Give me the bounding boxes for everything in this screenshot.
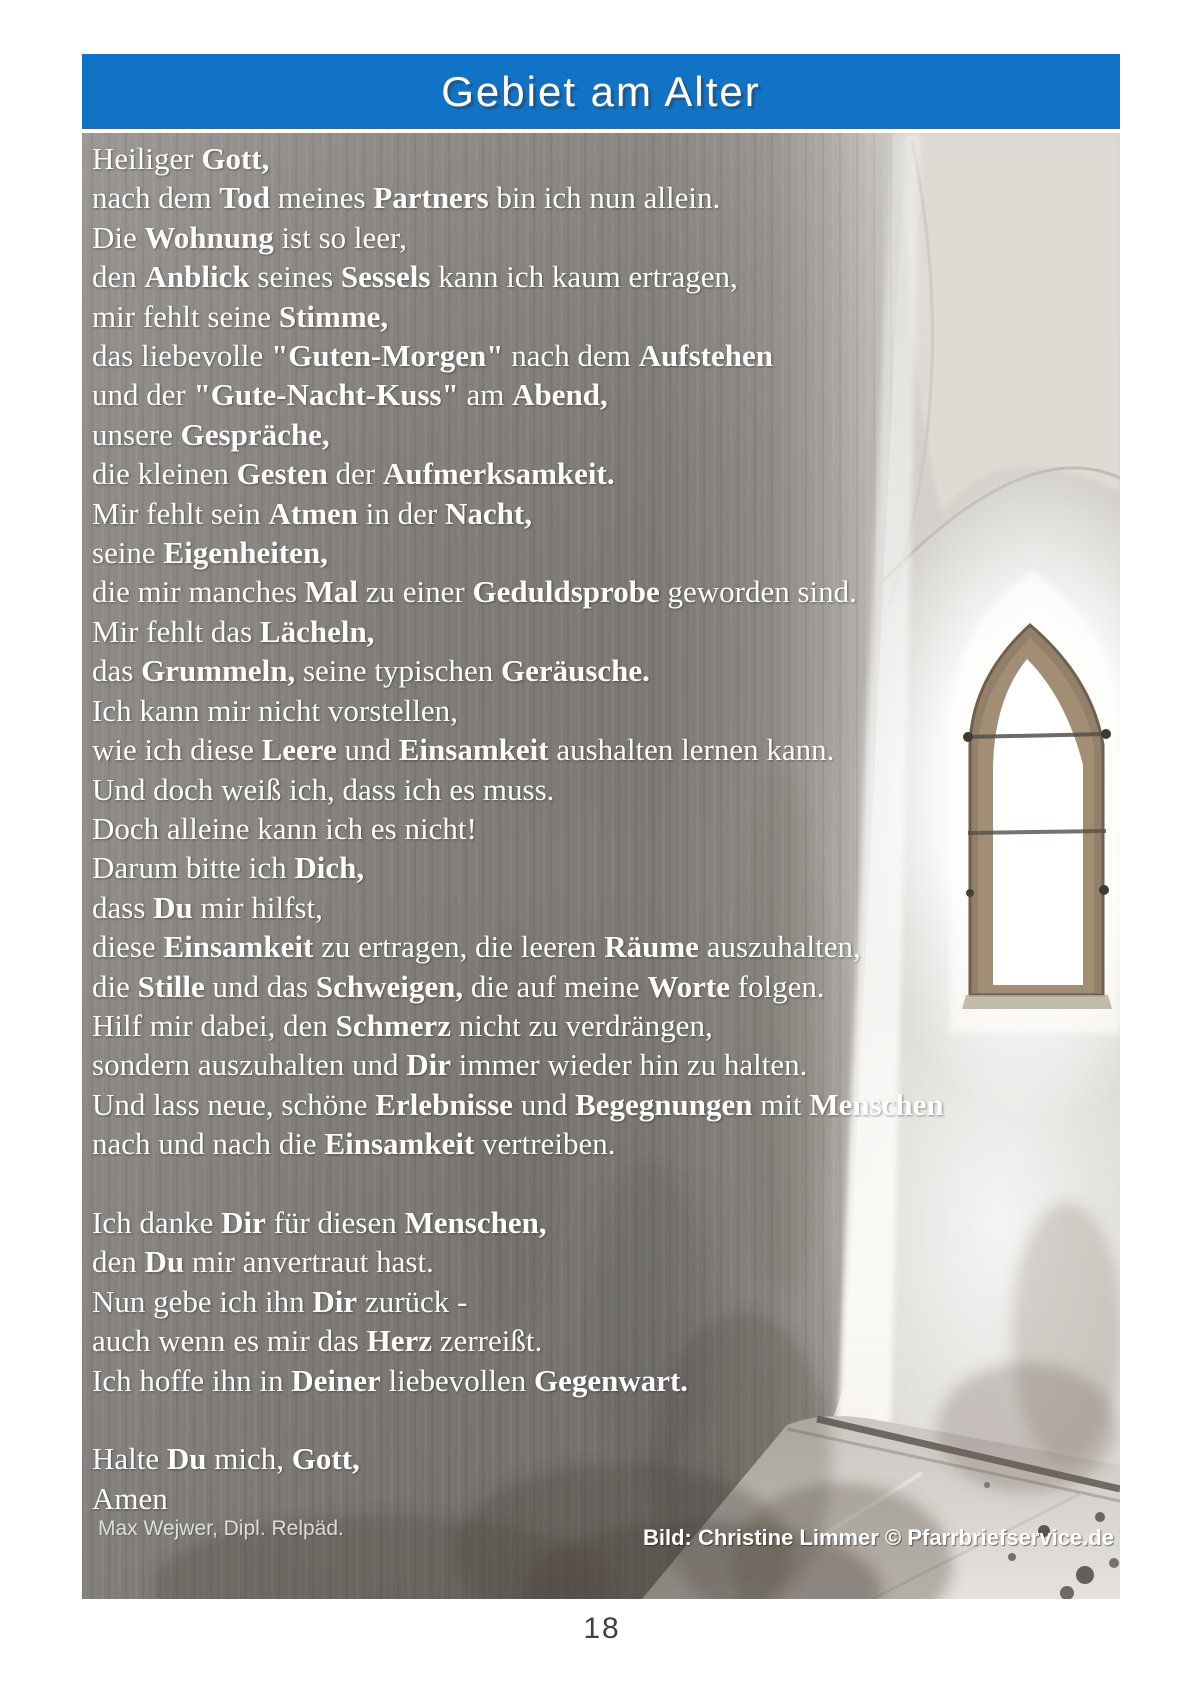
prayer-line: seine Eigenheiten, <box>92 535 328 571</box>
prayer-line: den Anblick seines Sessels kann ich kaum ertragen, <box>92 259 738 295</box>
prayer-line: Ich kann mir nicht vorstellen, <box>92 692 458 728</box>
prayer-line: Und lass neue, schöne Erlebnisse und Begegnungen mit Menschen <box>92 1086 944 1122</box>
prayer-line <box>92 1164 1116 1203</box>
prayer-line: Heiliger Gott, <box>92 141 270 176</box>
prayer-line: wie ich diese Leere und Einsamkeit aushalten lernen kann. <box>92 732 835 768</box>
prayer-line: Die Wohnung ist so leer, <box>92 219 407 255</box>
prayer-line: dass Du mir hilfst, <box>92 889 323 925</box>
prayer-text <box>92 139 1116 1518</box>
prayer-line: mir fehlt seine Stimme, <box>92 298 389 334</box>
prayer-line: unsere Gespräche, <box>92 416 330 452</box>
prayer-line: Und doch weiß ich, dass ich es muss. <box>92 771 555 807</box>
prayer-line <box>92 1400 1116 1439</box>
prayer-line: Amen <box>92 1480 168 1516</box>
church-interior-photo <box>82 133 1120 1599</box>
prayer-line: Ich hoffe ihn in Deiner liebevollen Gegenwart. <box>92 1362 689 1398</box>
prayer-line: das liebevolle "Guten-Morgen" nach dem Aufstehen <box>92 338 774 374</box>
prayer-line: Ich danke Dir für diesen Menschen, <box>92 1204 547 1240</box>
prayer-line: und der "Gute-Nacht-Kuss" am Abend, <box>92 377 608 413</box>
prayer-line: die kleinen Gesten der Aufmerksamkeit. <box>92 456 615 492</box>
prayer-line: den Du mir anvertraut hast. <box>92 1244 434 1280</box>
author-credit: Max Wejwer, Dipl. Relpäd. <box>98 1517 344 1540</box>
prayer-line: nach dem Tod meines Partners bin ich nun allein. <box>92 180 721 216</box>
prayer-line: auch wenn es mir das Herz zerreißt. <box>92 1323 543 1359</box>
prayer-line: Doch alleine kann ich es nicht! <box>92 810 477 846</box>
prayer-line: Mir fehlt sein Atmen in der Nacht, <box>92 495 532 531</box>
page-title: Gebiet am Alter <box>441 67 761 115</box>
page-header <box>82 54 1120 129</box>
photo-credit: Bild: Christine Limmer © Pfarrbriefservice.de <box>642 1525 1114 1550</box>
prayer-line: Nun gebe ich ihn Dir zurück - <box>92 1283 468 1319</box>
prayer-line: das Grummeln, seine typischen Geräusche. <box>92 653 650 689</box>
page-number: 18 <box>583 1612 621 1645</box>
prayer-line: Hilf mir dabei, den Schmerz nicht zu verdrängen, <box>92 1007 713 1043</box>
prayer-line: die Stille und das Schweigen, die auf meine Worte folgen. <box>92 968 825 1004</box>
prayer-line: Halte Du mich, Gott, <box>92 1441 360 1477</box>
prayer-line: Mir fehlt das Lächeln, <box>92 613 375 649</box>
prayer-line: nach und nach die Einsamkeit vertreiben. <box>92 1126 616 1162</box>
prayer-line: sondern auszuhalten und Dir immer wieder hin zu halten. <box>92 1047 808 1083</box>
prayer-line: Darum bitte ich Dich, <box>92 850 365 886</box>
prayer-line: die mir manches Mal zu einer Geduldsprobe geworden sind. <box>92 574 857 610</box>
prayer-line: diese Einsamkeit zu ertragen, die leeren Räume auszuhalten, <box>92 929 861 965</box>
